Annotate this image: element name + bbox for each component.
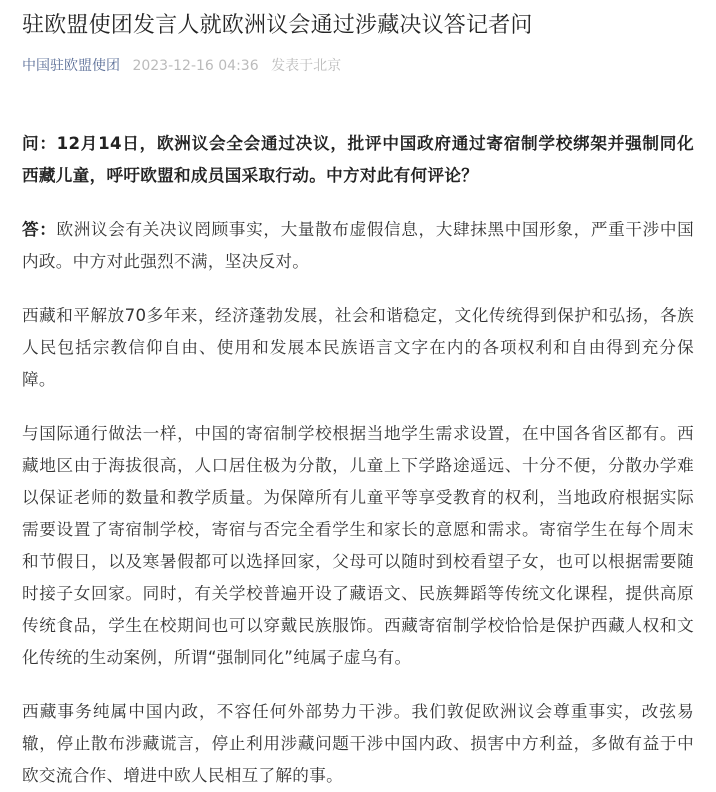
publish-date: 2023-12-16 04:36 — [132, 58, 259, 74]
body-paragraph: 西藏和平解放70多年来，经济蓬勃发展，社会和谐稳定，文化传统得到保护和弘扬，各族人民包括宗教信仰自由、使用和发展本民族语言文字在内的各项权利和自由得到充分保障。 — [22, 306, 694, 389]
publish-location: 发表于北京 — [271, 58, 342, 74]
account-name-link[interactable]: 中国驻欧盟使团 — [22, 58, 120, 74]
body-paragraph: 与国际通行做法一样，中国的寄宿制学校根据当地学生需求设置，在中国各省区都有。西藏地区由于海拔很高，人口居住极为分散，儿童上下学路途遥远、十分不便，分散办学难以保证老师的数量和教学质量。为保障所有儿童平等享受教育的权利，当地政府根据实际需要设置了寄宿制学校，寄宿与否完全看学生和家长的意愿和需求。寄宿学生在每个周末和节假日，以及寒暑假都可以选择回家，父母可以随时到校看望子女，也可以根据需要随时接子女回家。同时，有关学校普遍开设了藏语文、民族舞蹈等传统文化课程，提供高原传统食品，学生在校期间也可以穿戴民族服饰。西藏寄宿制学校恰恰是保护西藏人权和文化传统的生动案例，所谓“强制同化”纯属子虚乌有。 — [22, 424, 694, 667]
question-paragraph: 问：12月14日，欧洲议会全会通过决议，批评中国政府通过寄宿制学校绑架并强制同化西藏儿童，呼吁欧盟和成员国采取行动。中方对此有何评论？ — [22, 134, 694, 185]
article-title: 驻欧盟使团发言人就欧洲议会通过涉藏决议答记者问 — [22, 13, 533, 38]
body-paragraph: 西藏事务纯属中国内政，不容任何外部势力干涉。我们敦促欧洲议会尊重事实，改弦易辙，停止散布涉藏谎言，停止利用涉藏问题干涉中国内政、损害中方利益，多做有益于中欧交流合作、增进中欧人民相互了解的事。 — [22, 702, 694, 785]
article-body — [22, 128, 694, 792]
answer-lead: 答： — [22, 220, 57, 239]
answer-text: 欧洲议会有关决议罔顾事实，大量散布虚假信息，大肆抹黑中国形象，严重干涉中国内政。中方对此强烈不满，坚决反对。 — [22, 220, 694, 271]
answer-paragraph — [22, 214, 694, 278]
article-meta — [22, 56, 694, 76]
